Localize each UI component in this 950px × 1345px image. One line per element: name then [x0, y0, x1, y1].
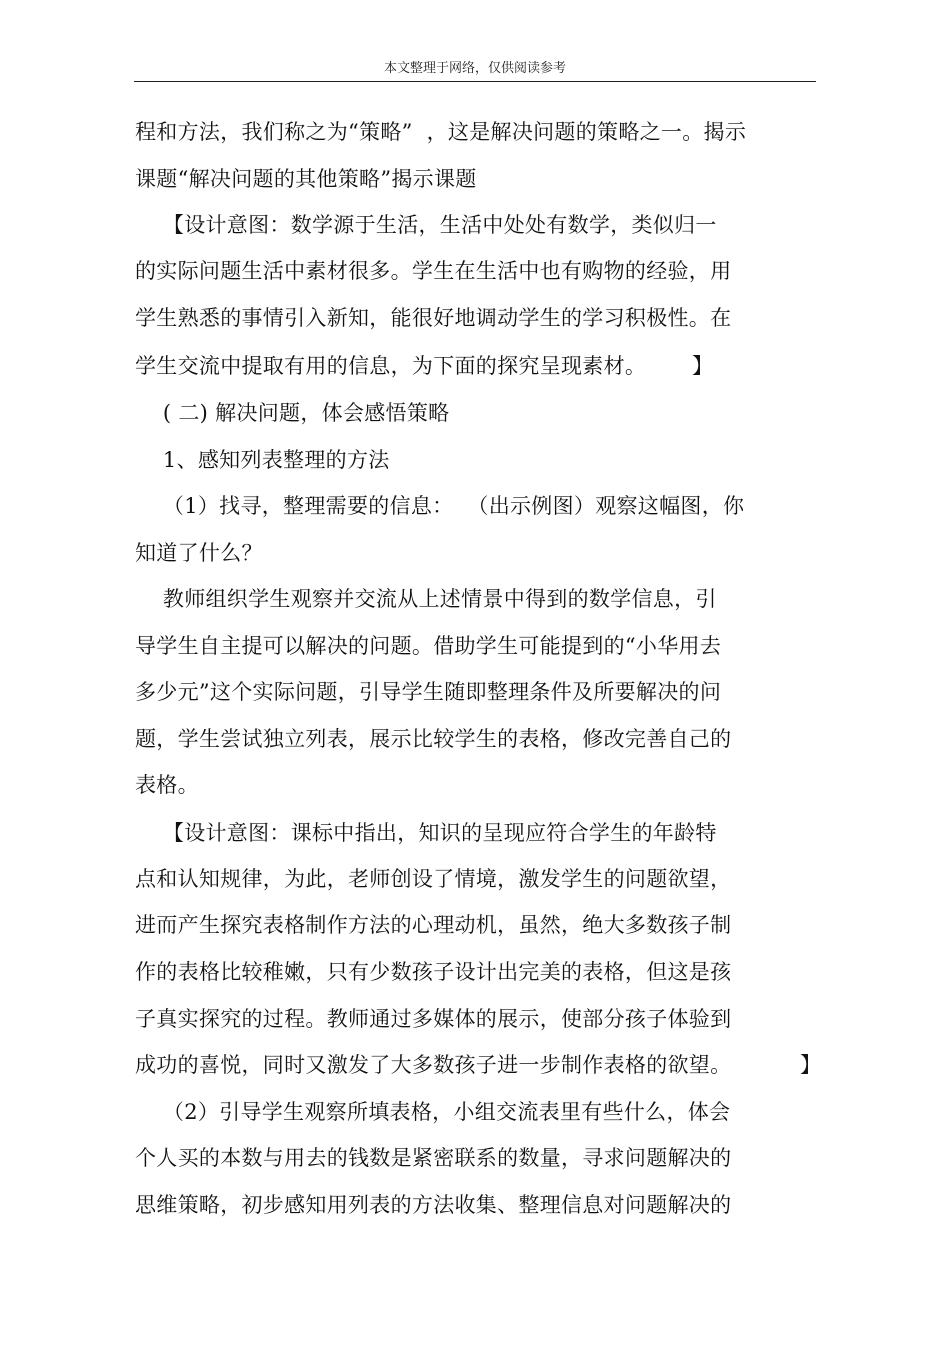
text-line: 导学生自主提可以解决的问题。借助学生可能提到的“小华用去 [135, 634, 722, 658]
text-line: 教师组织学生观察并交流从上述情景中得到的数学信息，引 [135, 587, 717, 611]
text-line: 进而产生探究表格制作方法的心理动机，虽然，绝大多数孩子制 [135, 913, 732, 937]
text-line: 学生交流中提取有用的信息，为下面的探究呈现素材。 [135, 354, 647, 378]
text-line: 作的表格比较稚嫩，只有少数孩子设计出完美的表格，但这是孩 [135, 960, 732, 984]
page-header: 本文整理于网络，仅供阅读参考 [383, 61, 566, 76]
text-line: 个人买的本数与用去的钱数是紧密联系的数量，寻求问题解决的 [135, 1146, 732, 1170]
text-line: 程和方法，我们称之为“策略” ，这是解决问题的策略之一。揭示 [135, 120, 747, 144]
text-line: 【设计意图：课标中指出，知识的呈现应符合学生的年龄特 [135, 821, 717, 845]
header-divider [134, 81, 816, 82]
text-line: 课题“解决问题的其他策略”揭示课题 [135, 167, 477, 191]
text-line: 题，学生尝试独立列表，展示比较学生的表格，修改完善自己的 [135, 727, 732, 751]
text-line: （2）引导学生观察所填表格，小组交流表里有些什么，体会 [135, 1100, 731, 1124]
section-heading: ( 二) 解决问题，体会感悟策略 [135, 401, 450, 425]
text-line: 的实际问题生活中素材很多。学生在生活中也有购物的经验，用 [135, 259, 732, 283]
text-line: 成功的喜悦，同时又激发了大多数孩子进一步制作表格的欲望。 [135, 1053, 732, 1077]
text-line: 学生熟悉的事情引入新知，能很好地调动学生的学习积极性。在 [135, 306, 732, 330]
text-line: 子真实探究的过程。教师通过多媒体的展示，使部分孩子体验到 [135, 1007, 732, 1031]
subsection-heading: 1、感知列表整理的方法 [135, 448, 390, 472]
text-line: 多少元”这个实际问题，引导学生随即整理条件及所要解决的问 [135, 680, 722, 704]
text-line: 【设计意图：数学源于生活，生活中处处有数学，类似归一 [135, 213, 717, 237]
text-line: 点和认知规律，为此，老师创设了情境，激发学生的问题欲望， [135, 867, 732, 891]
text-line: 思维策略，初步感知用列表的方法收集、整理信息对问题解决的 [135, 1193, 732, 1217]
text-line: （1）找寻，整理需要的信息： （出示例图）观察这幅图，你 [135, 494, 745, 518]
closing-bracket: 】 [692, 354, 713, 378]
text-line: 表格。 [135, 773, 199, 797]
closing-bracket: 】 [800, 1053, 821, 1077]
text-line: 知道了什么？ [135, 541, 263, 565]
